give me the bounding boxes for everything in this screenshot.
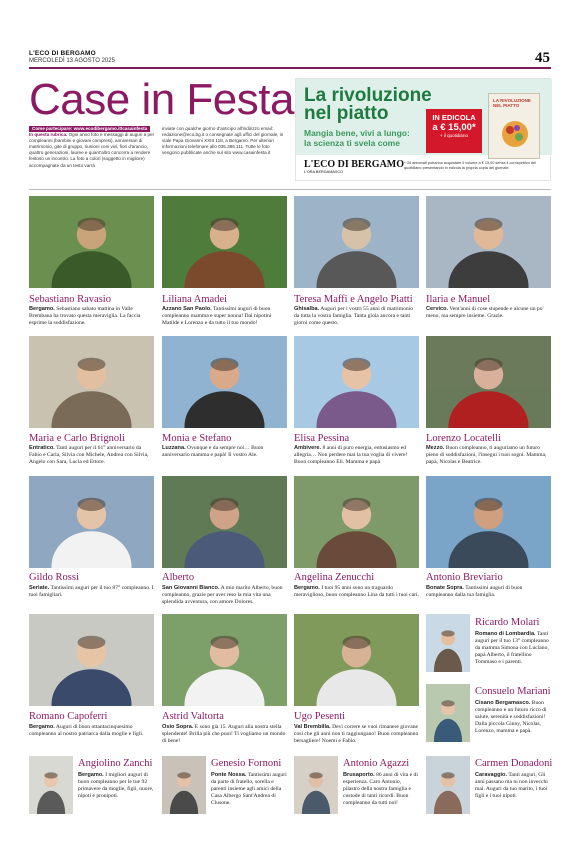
publication-name: L'ECO DI BERGAMO — [29, 50, 96, 57]
page-number: 45 — [535, 50, 550, 66]
greeting-name: Ugo Pesenti — [294, 711, 346, 722]
ad-subline — [304, 128, 410, 148]
greeting-photo — [426, 614, 470, 672]
ad-logo: L'ECO DI BERGAMO — [304, 159, 405, 170]
greeting-place: Seriate. — [29, 585, 50, 591]
greeting-text: Sebastiano sabato mattina in Valle Brembana ha trovato questa meraviglia. La faccia esprime la soddisfazione. — [29, 306, 141, 326]
greeting-place: Cervico. — [426, 306, 449, 312]
greeting-name: Maria e Carlo Brignoli — [29, 433, 125, 444]
greeting-text: Tanti auguri per il 61° anniversario da Fabio e Carla, Silvia con Michele, Andrea con Silvia, Angelo con Sara, Lucia ed Ettore. — [29, 445, 149, 465]
greeting-place: Entratico. — [29, 445, 55, 451]
greeting-place: Ambivere. — [294, 445, 322, 451]
greeting-photo — [294, 476, 419, 568]
book-cover-title: LA RIVOLUZIONE NEL PIATTO — [493, 98, 531, 108]
greeting-photo — [29, 756, 73, 814]
masthead — [29, 50, 115, 65]
greeting-photo — [426, 684, 470, 742]
greeting-name: Astrid Valtorta — [162, 711, 224, 722]
greeting-name: Consuelo Mariani — [475, 686, 551, 697]
greeting-name: Antonio Breviario — [426, 572, 503, 583]
section-divider — [29, 189, 551, 190]
intro-text-1: Ogni anno foto e messaggi di auguri a per compleanni (bambini e giovani compresi), anniversari di matrimonio, gite di gruppo, riunioni coni vivi, fiori d'arancio, quattro generazioni, lauree e quant'altro concorra a rendere festoso un incontro. La foto a colori (soggetto in migliore) accompagnate da un testo varrà — [29, 132, 155, 168]
book-advertisement[interactable] — [295, 78, 551, 181]
greeting-message — [426, 585, 551, 599]
greeting-photo — [162, 614, 287, 706]
greeting-place: Brusaporto. — [343, 772, 375, 778]
greeting-text: 86 anni di vita e di esperienza. Caro Antonio, pilastro della nostra famiglia e custode di tanti ricordi. Buon compleanno da tutti noi! — [343, 772, 418, 806]
greeting-message — [426, 306, 551, 320]
greeting-place: Bergamo. — [29, 306, 55, 312]
greeting-message — [211, 772, 287, 807]
greeting-photo — [294, 336, 419, 428]
greeting-name: Elisa Pessina — [294, 433, 350, 444]
greeting-message — [29, 724, 154, 738]
badge-price: a € 15,00* — [432, 122, 476, 133]
greeting-photo — [162, 476, 287, 568]
greeting-text: Buon compleanno, ti auguriamo un futuro pieno di soddisfazioni, l'insegui i tuoi sogni. Mamma, papà, Nicolas e Beatrice. — [426, 445, 547, 465]
greeting-name: Sebastiano Ravasio — [29, 294, 111, 305]
greeting-message — [162, 724, 287, 745]
intro-lead: In questa rubrica. — [29, 132, 68, 138]
greeting-text: Tantissimi auguri di buon compleanno dalla tua famiglia. — [426, 585, 523, 598]
greeting-message — [78, 772, 154, 800]
greeting-message — [29, 585, 154, 599]
greeting-message — [343, 772, 419, 807]
greeting-message — [475, 631, 551, 666]
intro-text-2: inviate con qualche giorno d'anticipo all'indirizzo email: redazione@eco.bg.it o consegnate agli uffici del giornale, in viale Papa Giovanni XXIII 118, a Bergamo. Per ulteriori informazioni telefonare allo 035.386.111. Tutte le foto vengono pubblicate anche sul sito www.casainfesta.it — [162, 126, 284, 156]
greeting-message — [294, 445, 419, 466]
greeting-place: Romano di Lombardia. — [475, 631, 536, 637]
greeting-message — [426, 445, 551, 466]
greeting-name: Teresa Maffi e Angelo Piatti — [294, 294, 413, 305]
top-divider — [29, 67, 551, 69]
ad-headline-1: La rivoluzione — [304, 85, 432, 106]
greeting-text: Tanti auguri, Gli anni passano ma tu non invecchi mai. Auguri da tuo marito, i tuoi figli e i tuoi nipoti. — [475, 772, 548, 799]
greeting-message — [162, 445, 287, 459]
greeting-photo — [29, 336, 154, 428]
ad-headline — [304, 87, 432, 123]
greeting-name: Ricardo Molari — [475, 617, 540, 628]
greeting-place: Cisano Bergamasco. — [475, 700, 531, 706]
greeting-name: Lorenzo Locatelli — [426, 433, 501, 444]
greeting-place: Bergamo. — [29, 724, 55, 730]
greeting-name: Monia e Stefano — [162, 433, 232, 444]
greeting-message — [294, 724, 419, 745]
greeting-photo — [162, 196, 287, 288]
greeting-text: Auguri per i vostri 55 anni di matrimonio da tutta la vostra famiglia. Tanta gioia ancora e tanti giorni come questo. — [294, 306, 414, 326]
greeting-place: Ponte Nossa. — [211, 772, 247, 778]
greeting-place: Val Brembilla. — [294, 724, 331, 730]
greeting-name: Romano Capoferri — [29, 711, 108, 722]
greeting-photo — [29, 196, 154, 288]
greeting-name: Antonio Agazzi — [343, 758, 410, 769]
ad-footnote: * Gli abbonati potranno acquistare il volume a € 15,00 senza il corrispettivo del quotidiano presentando in edicola la propria copia del giornale. — [404, 161, 536, 170]
greeting-message — [475, 700, 551, 735]
intro-column-1 — [29, 126, 157, 169]
ad-logo-sub: L'ORA BERGAMASCO — [304, 170, 344, 174]
greeting-place: Bergamo. — [294, 585, 320, 591]
greeting-name: Gildo Rossi — [29, 572, 79, 583]
greeting-name: Angiolino Zanchi — [78, 758, 153, 769]
greeting-message — [29, 445, 154, 466]
greeting-photo — [294, 614, 419, 706]
greeting-text: Tantissimi auguri da parte di fratello, sorella e parenti insieme agli amici della Casa Albergo Sant'Andrea di Clusone. — [211, 772, 287, 806]
greeting-name: Genesio Fornoni — [211, 758, 282, 769]
badge-line-1: IN EDICOLA — [432, 113, 476, 122]
greeting-text: I tuoi 95 anni sono un traguardo meraviglioso, buon compleanno Lina da tutti i tuoi cari. — [294, 585, 419, 598]
greeting-photo — [426, 756, 470, 814]
greeting-place: Azzano San Paolo. — [162, 306, 212, 312]
greeting-place: Caravaggio. — [475, 772, 508, 778]
greeting-place: Bergamo. — [78, 772, 104, 778]
ad-subline-1: Mangia bene, vivi a lungo: — [304, 128, 410, 138]
greeting-place: San Giovanni Bianco. — [162, 585, 220, 591]
greeting-message — [29, 306, 154, 327]
greeting-text: I migliori auguri di buon compleanno per le tue 92 primavere da moglie, figli, nuore, nipoti e pronipoti. — [78, 772, 154, 799]
issue-date: MERCOLEDÌ 13 AGOSTO 2025 — [29, 58, 115, 64]
greeting-message — [294, 306, 419, 327]
greeting-text: Tanti auguri per il tuo 13° compleanno da mamma Simona con Luciano, papà Alberto, il fratellino Tommaso e i parenti. — [475, 631, 549, 665]
ad-headline-2: nel piatto — [304, 103, 389, 124]
greeting-photo — [294, 196, 419, 288]
book-cover-image — [488, 93, 540, 159]
greeting-photo — [162, 336, 287, 428]
greeting-photo — [426, 196, 551, 288]
greeting-photo — [294, 756, 338, 814]
greeting-place: Bonate Sopra. — [426, 585, 464, 591]
greeting-name: Alberto — [162, 572, 195, 583]
greeting-place: Luzzana. — [162, 445, 186, 451]
greeting-name: Liliana Amadei — [162, 294, 228, 305]
greeting-text: Tantissimi auguri di buon compleanno mamma e super nonna! Dai nipotini Matilde e Lorenzo e da tutto il tuo mondo! — [162, 306, 272, 326]
greeting-text: A mio marito Alberto, buon compleanno, grazie per aver reso la mia vita una splendida avventura, con amore Dolores. — [162, 585, 283, 605]
greeting-message — [162, 306, 287, 327]
badge-line-3: + il quotidiano — [440, 133, 468, 138]
price-badge — [426, 109, 482, 153]
greeting-place: Ghisalba. — [294, 306, 320, 312]
greeting-photo — [426, 336, 551, 428]
greeting-text: Devi correre se vuoi rimanere giovane così che gli anni non ti raggiungano! Buon compleanno bersagliere! Noemi e Fabio. — [294, 724, 419, 744]
greeting-photo — [29, 476, 154, 568]
greeting-photo — [426, 476, 551, 568]
greeting-name: Ilaria e Manuel — [426, 294, 491, 305]
greeting-text: Vent'anni di cose stupende e alcune un po' meno, ma sempre insieme. Grazie. — [426, 306, 544, 319]
greeting-name: Angelina Zenucchi — [294, 572, 375, 583]
greeting-message — [475, 772, 551, 800]
greeting-message — [162, 585, 287, 606]
greeting-photo — [29, 614, 154, 706]
greeting-text: Buon compleanno e un futuro ricco di salute, serenità e soddisfazioni! Dalla piccola Ginny, Nicolas, Lorenzo, mamma e papà. — [475, 700, 547, 734]
greeting-photo — [162, 756, 206, 814]
greeting-text: Tantissimi auguri per il tuo 87° compleanno. I tuoi famigliari. — [29, 585, 154, 598]
greeting-text: E sono già 15. Auguri alla nostra stella splendente! Brilla più che puoi! Ti vogliamo un mondo di bene! — [162, 724, 286, 744]
greeting-text: Auguri di buon ottantacinquesimo compleanno al nostro patriarca dalla moglie e figli. — [29, 724, 144, 737]
ad-subline-2: la scienza ti svela come — [304, 138, 400, 148]
greeting-name: Carmen Donadoni — [475, 758, 553, 769]
intro-column-2 — [162, 126, 287, 156]
section-title: Case in Festa — [29, 75, 294, 124]
participate-pill[interactable]: Come partecipare: www.ecodibergamo.it/casainfesta — [29, 126, 150, 132]
greeting-text: Ovunque e da sempre noi… Buon anniversario mamma e papà! Il vostro Ale. — [162, 445, 264, 458]
greeting-text: 8 anni di puro energia, entusiasmo ed allegria… Non perdere mai la tua voglia di vivere! Buon compleanno Eli. Mamma e papà — [294, 445, 408, 465]
greeting-message — [294, 585, 419, 599]
greeting-place: Osio Sopra. — [162, 724, 194, 730]
greeting-place: Mezzo. — [426, 445, 445, 451]
